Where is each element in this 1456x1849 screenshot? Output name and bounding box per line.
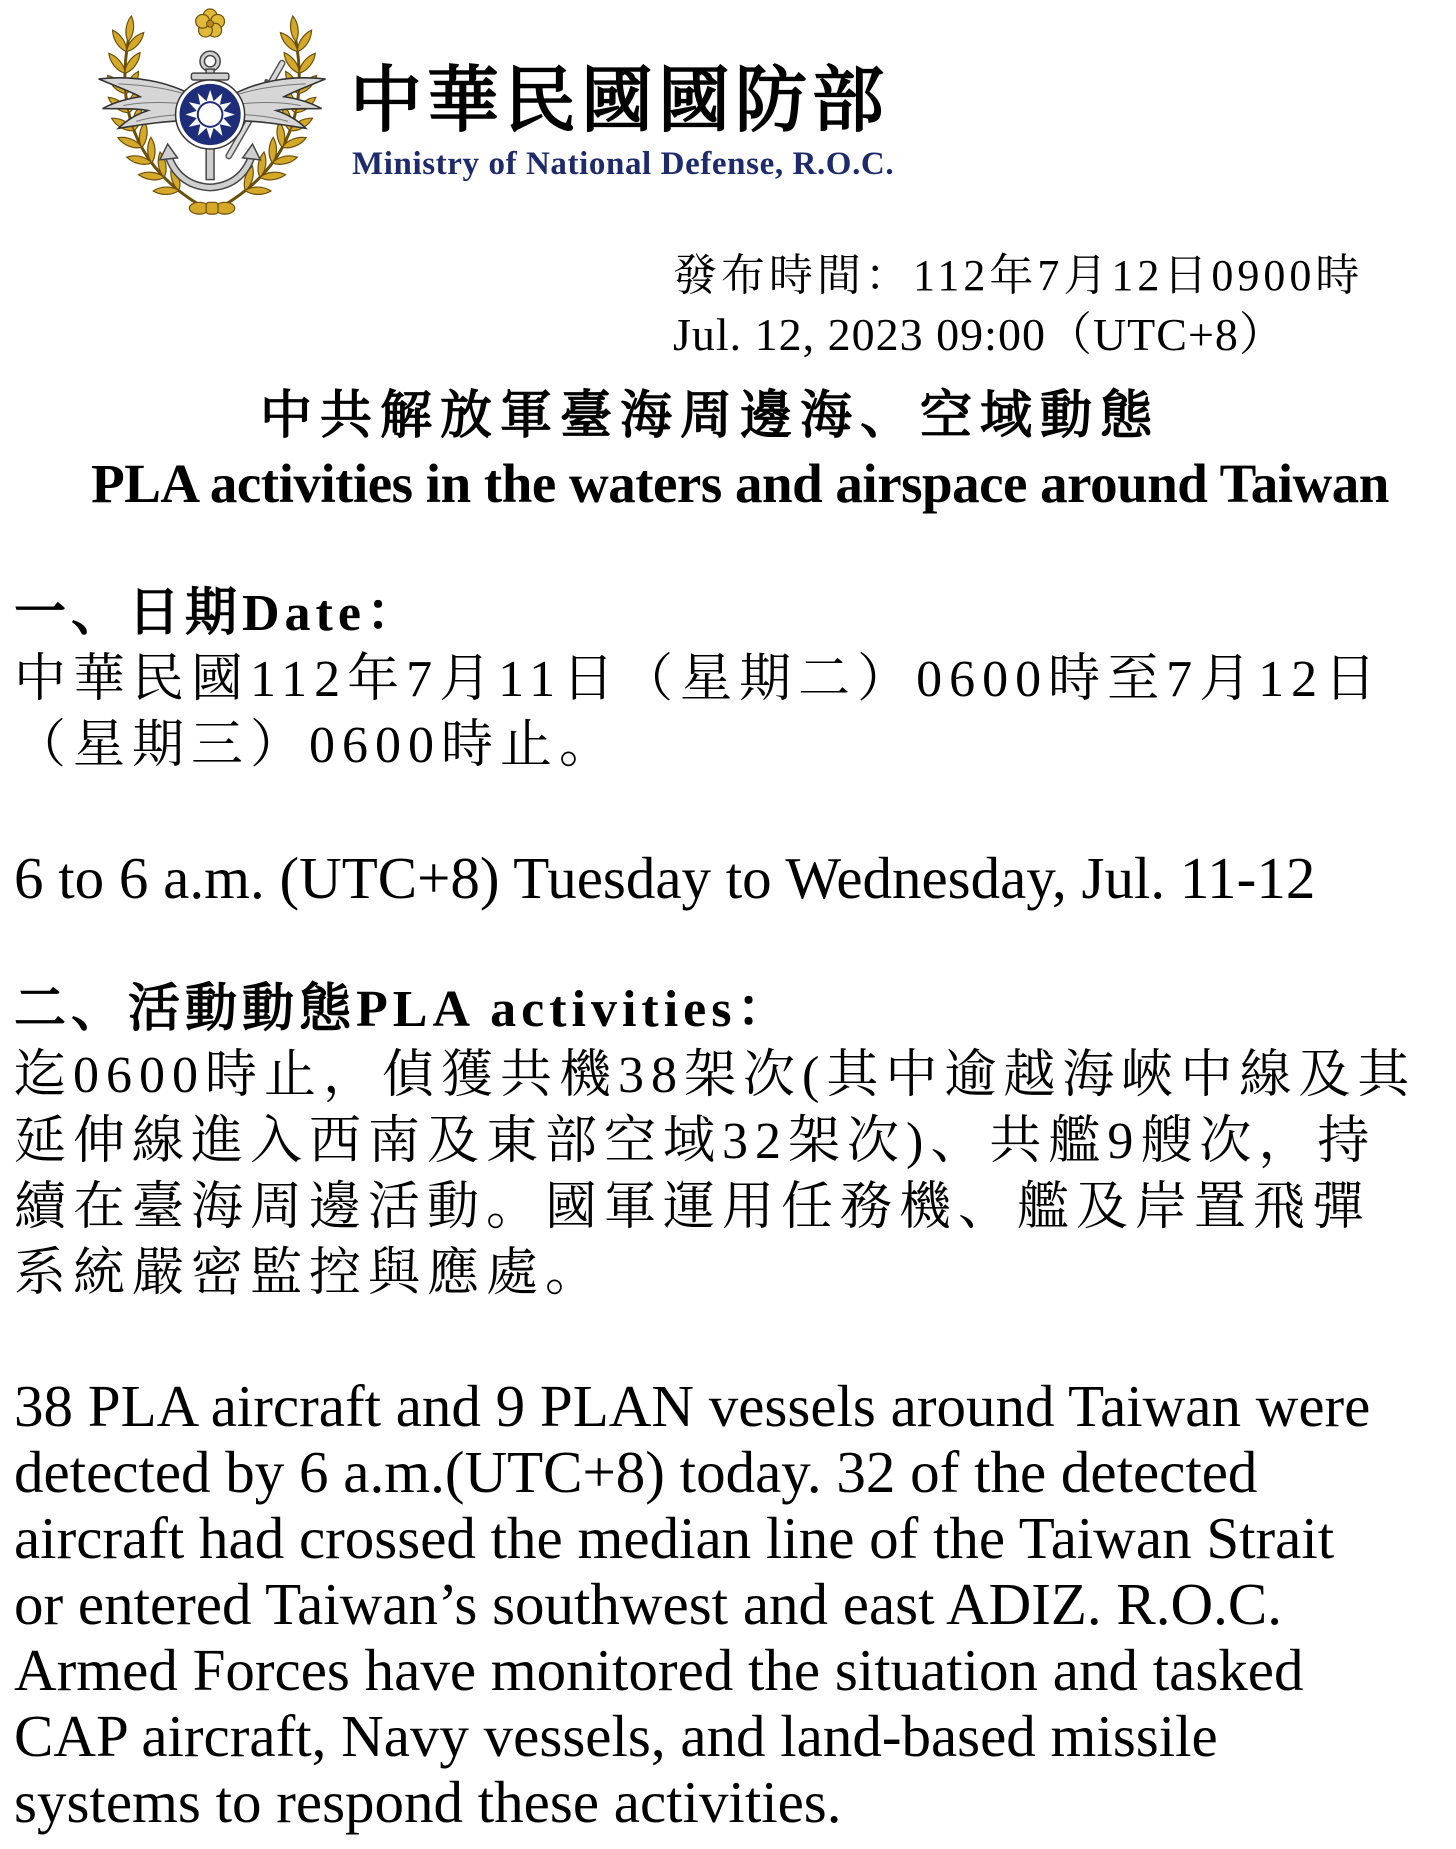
activities-zh-line: 系統嚴密監控與應處。 xyxy=(14,1245,605,1302)
activities-zh-line: 續在臺海周邊活動。國軍運用任務機、艦及岸置飛彈 xyxy=(14,1179,1372,1236)
activities-en-line: systems to respond these activities. xyxy=(14,1769,842,1835)
wreath-tie xyxy=(189,202,234,214)
activities-en-line: Armed Forces have monitored the situation and tasked xyxy=(14,1637,1304,1703)
paragraph-gap xyxy=(14,1307,1444,1373)
mnd-emblem-icon xyxy=(88,6,346,223)
date-zh-line: （星期三）0600時止。 xyxy=(14,717,619,774)
org-name-zh: 中華民國國防部 xyxy=(350,58,890,142)
activities-en-line: detected by 6 a.m.(UTC+8) today. 32 of the detected xyxy=(14,1439,1258,1505)
page-title-zh: 中共解放軍臺海周邊海、空域動態 xyxy=(259,388,1160,445)
date-zh-line: 中華民國112年7月11日（星期二）0600時至7月12日 xyxy=(14,651,1384,708)
paragraph-gap xyxy=(14,779,1444,845)
section-heading-activities: 二、活動動態PLA activities： xyxy=(14,981,794,1038)
activities-zh-line: 延伸線進入西南及東部空域32架次)、共艦9艘次，持 xyxy=(14,1113,1377,1170)
release-body xyxy=(14,581,1444,1835)
date-en-line: 6 to 6 a.m. (UTC+8) Tuesday to Wednesday, Jul. 11-12 xyxy=(14,845,1316,911)
paragraph-gap xyxy=(14,911,1444,977)
activities-en-line: CAP aircraft, Navy vessels, and land-based missile xyxy=(14,1703,1218,1769)
release-time-en: Jul. 12, 2023 09:00（UTC+8） xyxy=(673,309,1286,360)
org-name-en: Ministry of National Defense, R.O.C. xyxy=(352,146,895,182)
sun-emblem-icon xyxy=(176,80,245,149)
page-title-en: PLA activities in the waters and airspace around Taiwan xyxy=(91,453,1389,514)
release-time-zh: 發布時間：112年7月12日0900時 xyxy=(673,251,1364,300)
activities-en-line: 38 PLA aircraft and 9 PLAN vessels around Taiwan were xyxy=(14,1373,1371,1439)
activities-zh-line: 迄0600時止，偵獲共機38架次(其中逾越海峽中線及其 xyxy=(14,1047,1417,1104)
section-heading-date: 一、日期Date： xyxy=(14,585,423,642)
activities-en-line: or entered Taiwan’s southwest and east ADIZ. R.O.C. xyxy=(14,1571,1282,1637)
plum-blossom-icon xyxy=(196,9,225,37)
activities-en-line: aircraft had crossed the median line of the Taiwan Strait xyxy=(14,1505,1335,1571)
